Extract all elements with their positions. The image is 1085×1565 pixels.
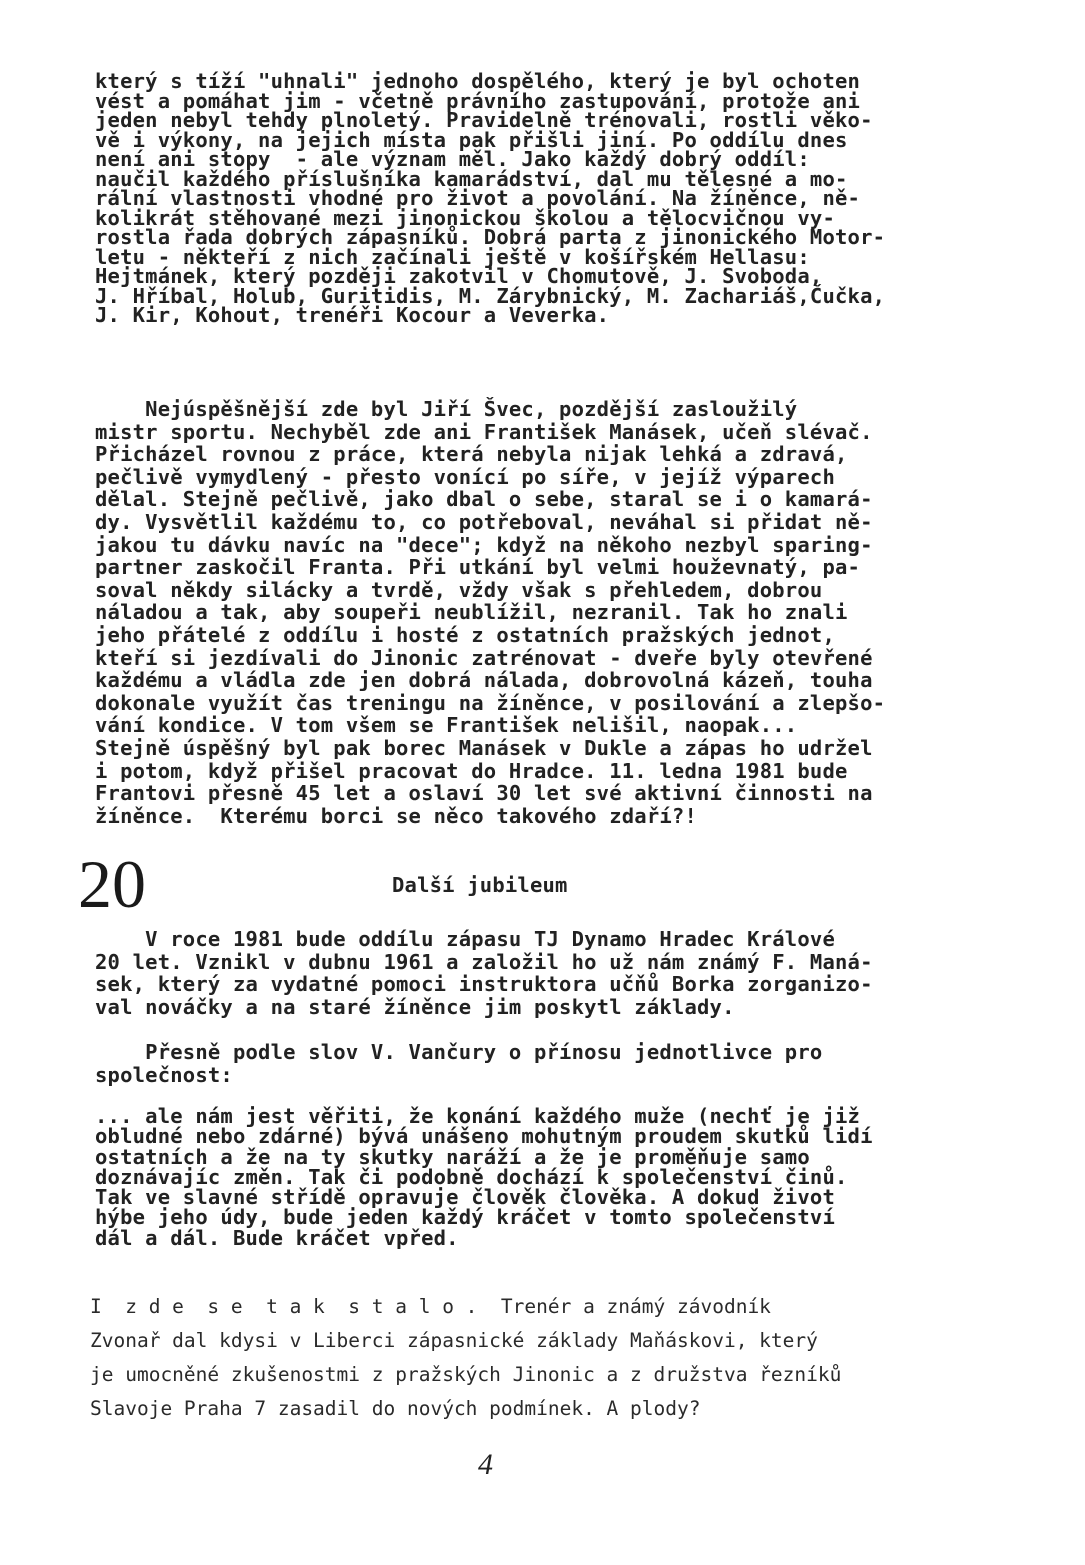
text-line: vě i výkony, na jejich místa pak přišli jiní. Po oddílu dnes <box>95 127 848 152</box>
paragraph-1 <box>95 69 1075 327</box>
text-line: Slavoje Praha 7 zasadil do nových podmínek. A plody? <box>90 1397 701 1420</box>
text-line: V roce 1981 bude oddílu zápasu TJ Dynamo Hradec Králové <box>95 927 835 951</box>
quotation <box>95 1106 1075 1248</box>
text-line: I z d e s e t a k s t a l o . Trenér a známý závodník <box>90 1295 771 1318</box>
closing-paragraph <box>90 1290 1075 1426</box>
text-line: kteří si jezdívali do Jinonic zatrénovat - dveře byly otevřené <box>95 645 873 670</box>
text-line: naučil každého příslušníka kamarádství, dal mu tělesné a mo- <box>95 166 848 191</box>
quote-line: ostatních a že na ty skutky naráží a že je proměňuje samo <box>95 1144 810 1169</box>
text-line: sek, který za vydatné pomoci instruktora učňů Borka zorganizo- <box>95 972 873 997</box>
text-line: Přesně podle slov V. Vančury o přínosu jednotlivce pro <box>95 1040 823 1064</box>
text-line: rální vlastnosti vhodné pro život a povolání. Na žíněnce, ně- <box>95 186 861 210</box>
text-line: dokonale využít čas treningu na žíněnce, v posilování a zlepšo- <box>95 690 886 715</box>
quote-line: dál a dál. Bude kráčet vpřed. <box>95 1225 459 1250</box>
text-line: kolikrát stěhované mezi jinonickou školou a tělocvičnou vy- <box>95 205 835 230</box>
text-line: Hejtmánek, který později zakotvil v Chomutově, J. Svoboda, <box>95 264 823 288</box>
chapter-title: Další jubileum <box>392 873 568 897</box>
text-line: Přicházel rovnou z práce, která nebyla nijak lehká a zdravá, <box>95 442 848 467</box>
text-line: Zvonař dal kdysi v Liberci zápasnické základy Maňáskovi, který <box>90 1329 818 1352</box>
text-line: vání kondice. V tom všem se František nelišil, naopak... <box>95 713 798 738</box>
text-line: je umocněné zkušenostmi z pražských Jinonic a z družstva řezníků <box>90 1363 842 1386</box>
text-line: Nejúspěšnější zde byl Jiří Švec, pozdější zasloužilý <box>95 397 798 421</box>
text-line: pečlivě vymydlený - přesto vonící po síře, v jejíž výparech <box>95 464 835 489</box>
text-line: dělal. Stejně pečlivě, jako dbal o sebe, staral se i o kamará- <box>95 487 873 512</box>
text-line: J. Hříbal, Holub, Guritidis, M. Zárybnický, M. Zachariáš,Čučka, <box>95 283 886 308</box>
quote-line: Tak ve slavné střídě opravuje člověk člověka. A dokud život <box>95 1185 835 1210</box>
quote-line: ... ale nám jest věřiti, že konání každého muže (nechť je již <box>95 1104 861 1128</box>
text-line: jeho přátelé z oddílu i hosté z ostatních pražských jednot, <box>95 622 835 647</box>
text-line: partner zaskočil Franta. Při utkání byl velmi houževnatý, pa- <box>95 555 861 580</box>
text-line: jeden nebyl tehdy plnoletý. Pravidelně trénovali, rostli věko- <box>95 108 873 132</box>
text-line: mistr sportu. Nechyběl zde ani František Manásek, učeň slévač. <box>95 419 873 444</box>
text-line: který s tíží "uhnali" jednoho dospělého, který je byl ochoten <box>95 69 861 93</box>
text-line: dy. Vysvětlil každému to, co potřeboval, neváhal si přidat ně- <box>95 509 873 534</box>
chapter-number: 20 <box>78 846 146 922</box>
text-line: 20 let. Vznikl v dubnu 1961 a založil ho už nám známý F. Maná- <box>95 949 873 974</box>
page-number: 4 <box>478 1448 493 1481</box>
text-line: společnost: <box>95 1062 233 1087</box>
text-line: J. Kir, Kohout, trenéři Kocour a Veverka. <box>95 303 610 327</box>
text-line: val nováčky a na staré žíněnce jim poskytl základy. <box>95 994 735 1019</box>
paragraph-4 <box>95 1041 1075 1086</box>
text-line: rostla řada dobrých zápasníků. Dobrá parta z jinonického Motor- <box>95 225 886 249</box>
text-line: Stejně úspěšný byl pak borec Manásek v Dukle a zápas ho udržel <box>95 735 873 760</box>
quote-line: doznávajíc změn. Tak či podobně dochází k společenství činů. <box>95 1164 848 1189</box>
text-line: každému a vládla zde jen dobrá nálada, dobrovolná kázeň, touha <box>95 668 873 693</box>
paragraph-2 <box>95 398 1075 827</box>
quote-line: obludné nebo zdárné) bývá unášeno mohutným proudem skutků lidí <box>95 1124 873 1149</box>
text-line: Frantovi přesně 45 let a oslaví 30 let své aktivní činnosti na <box>95 781 873 806</box>
paragraph-3 <box>95 928 1075 1018</box>
text-line: letu - někteří z nich začínali ještě v košířském Hellasu: <box>95 244 810 269</box>
text-line: i potom, když přišel pracovat do Hradce. 11. ledna 1981 bude <box>95 758 848 783</box>
text-line: náladou a tak, aby soupeři neublížil, nezranil. Tak ho znali <box>95 600 848 625</box>
text-line: jakou tu dávku navíc na "dece"; když na někoho nezbyl sparing- <box>95 532 873 557</box>
text-line: soval někdy silácky a tvrdě, vždy však s přehledem, dobrou <box>95 577 823 602</box>
quote-line: hýbe jeho údy, bude jeden každý kráčet v tomto společenství <box>95 1205 835 1230</box>
text-line: není ani stopy - ale význam měl. Jako každý dobrý oddíl: <box>95 147 810 171</box>
text-line: vést a pomáhat jim - včetně právního zastupování, protože ani <box>95 88 861 113</box>
text-line: žíněnce. Kterému borci se něco takového zdaří?! <box>95 803 698 828</box>
